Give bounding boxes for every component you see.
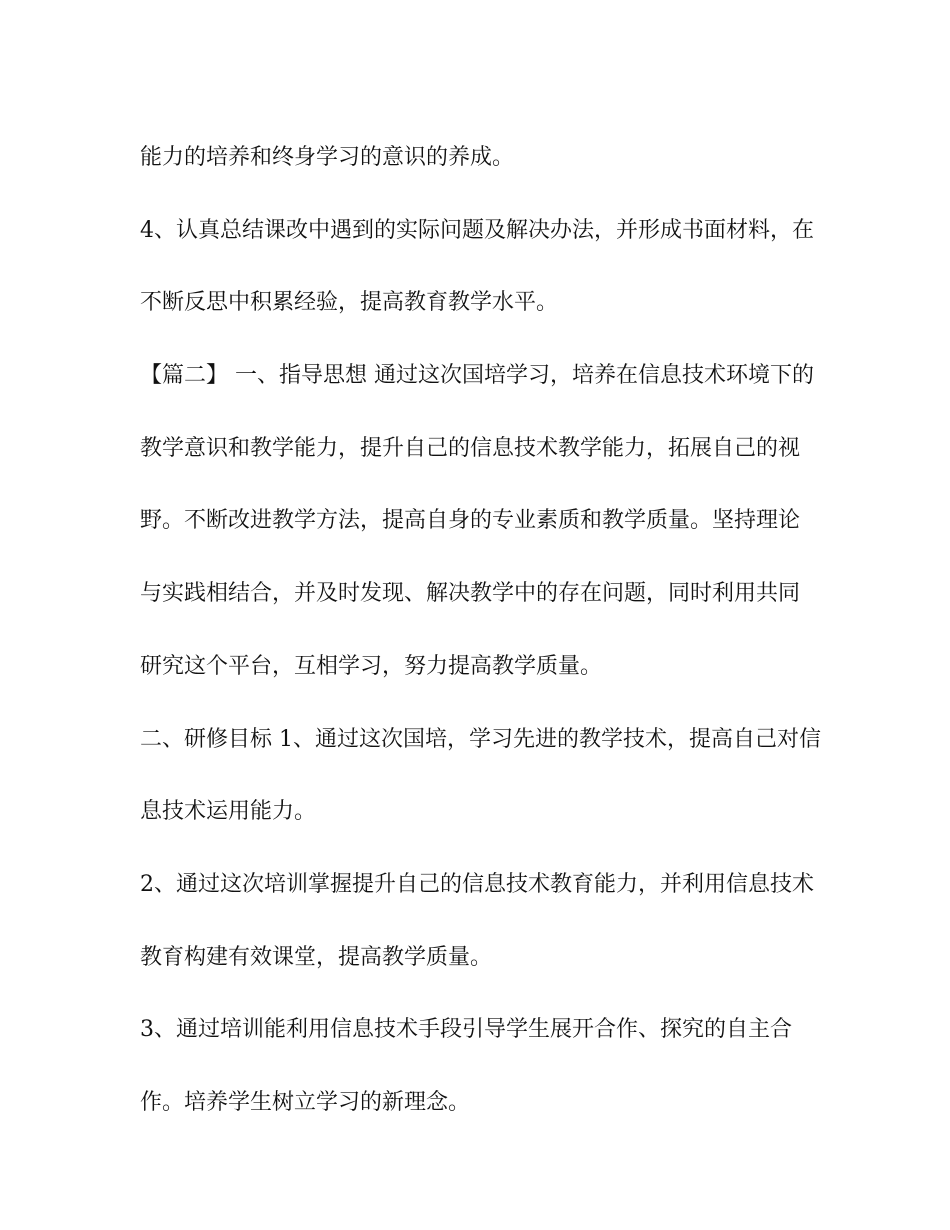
text-line: 与实践相结合，并及时发现、解决教学中的存在问题，同时利用共同 — [140, 581, 801, 607]
text-line: 作。培养学生树立学习的新理念。 — [140, 1089, 471, 1115]
text-line: 二、研修目标 1、通过这次国培，学习先进的教学技术，提高自己对信 — [140, 726, 821, 752]
text-line: 教育构建有效课堂，提高教学质量。 — [140, 944, 493, 970]
text-line: 能力的培养和终身学习的意识的养成。 — [140, 145, 515, 170]
text-line: 野。不断改进教学方法，提高自身的专业素质和教学质量。坚持理论 — [140, 508, 801, 534]
text-line: 2、通过这次培训掌握提升自己的信息技术教育能力，并利用信息技术 — [140, 871, 814, 897]
text-line: 【篇二】 一、指导思想 通过这次国培学习，培养在信息技术环境下的 — [140, 363, 814, 389]
text-line: 研究这个平台，互相学习，努力提高教学质量。 — [140, 653, 603, 679]
document-body — [140, 122, 820, 1140]
text-line: 息技术运用能力。 — [140, 799, 317, 825]
text-line: 4、认真总结课改中遇到的实际问题及解决办法，并形成书面材料，在 — [140, 217, 814, 243]
text-line: 不断反思中积累经验，提高教育教学水平。 — [140, 290, 559, 316]
text-line: 教学意识和教学能力，提升自己的信息技术教学能力，拓展自己的视 — [140, 435, 801, 461]
text-line: 3、通过培训能利用信息技术手段引导学生展开合作、探究的自主合 — [140, 1017, 792, 1043]
